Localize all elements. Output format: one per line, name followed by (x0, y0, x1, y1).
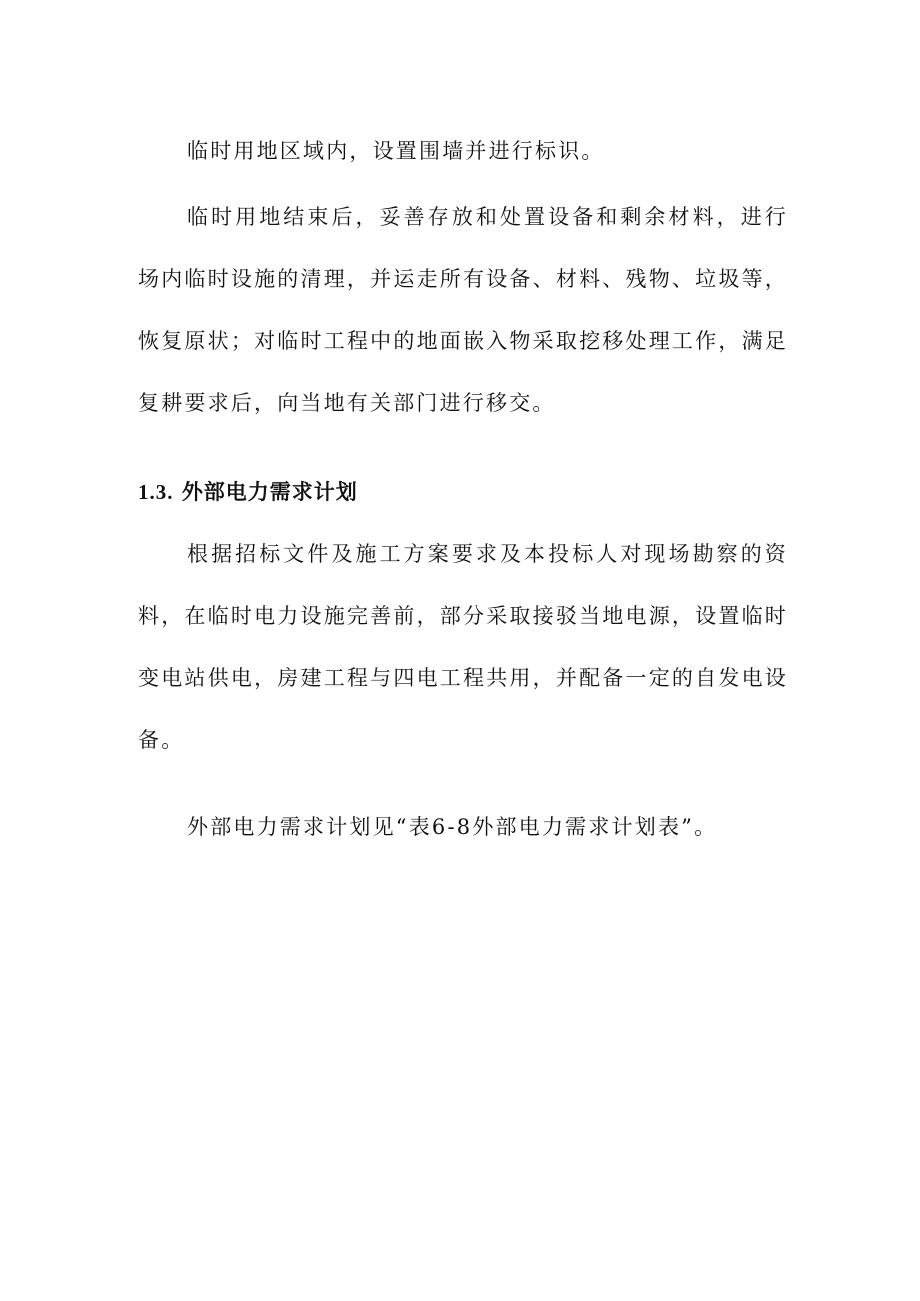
section-heading (138, 466, 358, 518)
paragraph-power-table-reference: 外部电力需求计划见“表6-8外部电力需求计划表”。 (187, 815, 718, 839)
section-number: 1.3. (138, 480, 174, 504)
section-title: 外部电力需求计划 (181, 479, 358, 504)
paragraph-temporary-land-restoration: 临时用地结束后，妥善存放和处置设备和剩余材料，进行场内临时设施的清理，并运走所有设备、材料、残物、垃圾等，恢复原状；对临时工程中的地面嵌入物采取挖移处理工作，满足复耕要求后，向当地有关部门进行移交。 (138, 205, 788, 415)
paragraph-power-supply-plan: 根据招标文件及施工方案要求及本投标人对现场勘察的资料，在临时电力设施完善前，部分采取接驳当地电源，设置临时变电站供电，房建工程与四电工程共用，并配备一定的自发电设备。 (138, 542, 788, 752)
paragraph-temporary-land-fencing: 临时用地区域内，设置围墙并进行标识。 (187, 139, 605, 163)
